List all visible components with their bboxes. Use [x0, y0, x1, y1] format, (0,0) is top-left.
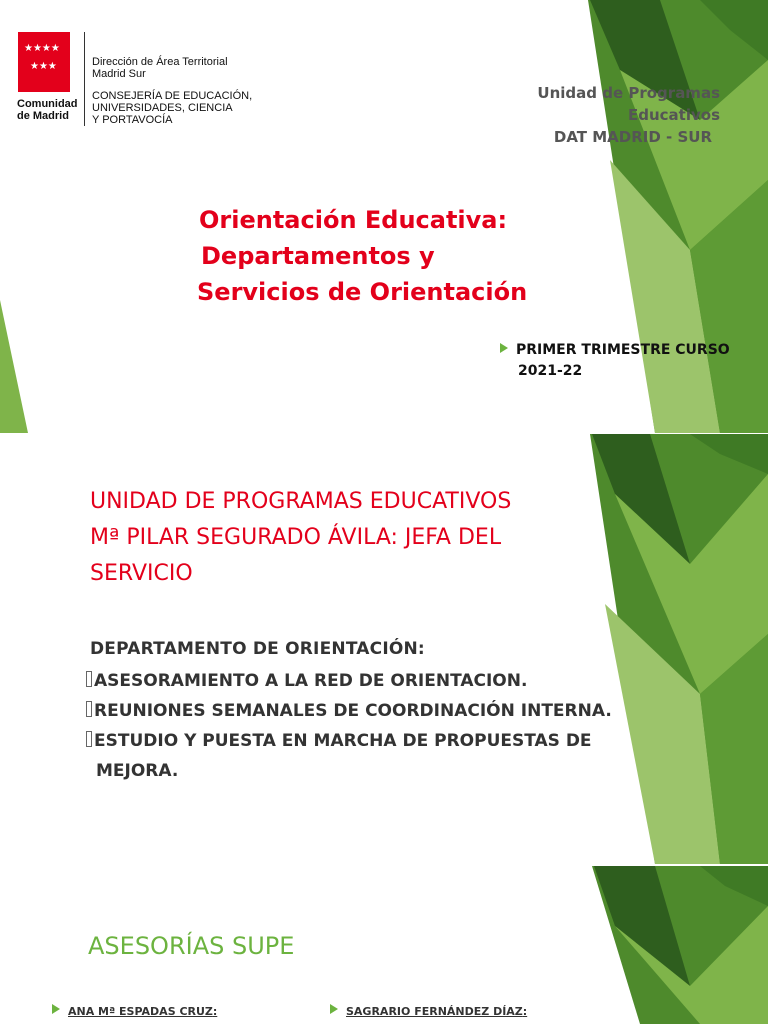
- logo-divider: [84, 32, 85, 126]
- cover-title: Orientación Educativa: Departamentos y Servicios de Orientación: [197, 206, 528, 306]
- slide-asesorias: [0, 866, 768, 1024]
- advisor-name: ANA Mª ESPADAS CRUZ:: [52, 1004, 217, 1020]
- list-item: ESTUDIO Y PUESTA EN MARCHA DE PROPUESTAS DE: [86, 726, 706, 756]
- comunidad-madrid-flag-icon: ★★★★ ★★★: [18, 32, 70, 92]
- logo-org-name: Comunidad de Madrid: [17, 98, 78, 122]
- square-bullet-icon: [86, 731, 92, 747]
- logo-department: Dirección de Área Territorial Madrid Sur: [92, 56, 228, 80]
- department-tasks-list: [86, 666, 706, 786]
- term-bullet: PRIMER TRIMESTRE CURSO 2021-22: [500, 340, 730, 382]
- square-bullet-icon: [86, 701, 92, 717]
- slide-cover: [0, 0, 768, 433]
- green-triangle-bullet-icon: [500, 343, 508, 353]
- list-item-continuation: MEJORA.: [96, 761, 179, 781]
- green-triangle-bullet-icon: [52, 1004, 60, 1014]
- asesorias-heading: ASESORÍAS SUPE: [88, 932, 295, 960]
- advisor-name: SAGRARIO FERNÁNDEZ DÍAZ:: [330, 1004, 527, 1020]
- list-item: REUNIONES SEMANALES DE COORDINACIÓN INTERNA.: [86, 696, 706, 726]
- unit-heading: UNIDAD DE PROGRAMAS EDUCATIVOS Mª PILAR SEGURADO ÁVILA: JEFA DEL SERVICIO: [90, 489, 512, 586]
- list-item: ASESORAMIENTO A LA RED DE ORIENTACION.: [86, 666, 706, 696]
- logo-consejeria: CONSEJERÍA DE EDUCACIÓN, UNIVERSIDADES, CIENCIA Y PORTAVOCÍA: [92, 90, 253, 126]
- square-bullet-icon: [86, 671, 92, 687]
- slide-unidad-programas: [0, 434, 768, 864]
- green-triangle-bullet-icon: [330, 1004, 338, 1014]
- department-title: DEPARTAMENTO DE ORIENTACIÓN:: [90, 639, 425, 659]
- unit-label: Unidad de Programas Educativos DAT MADRID - SUR: [537, 84, 720, 146]
